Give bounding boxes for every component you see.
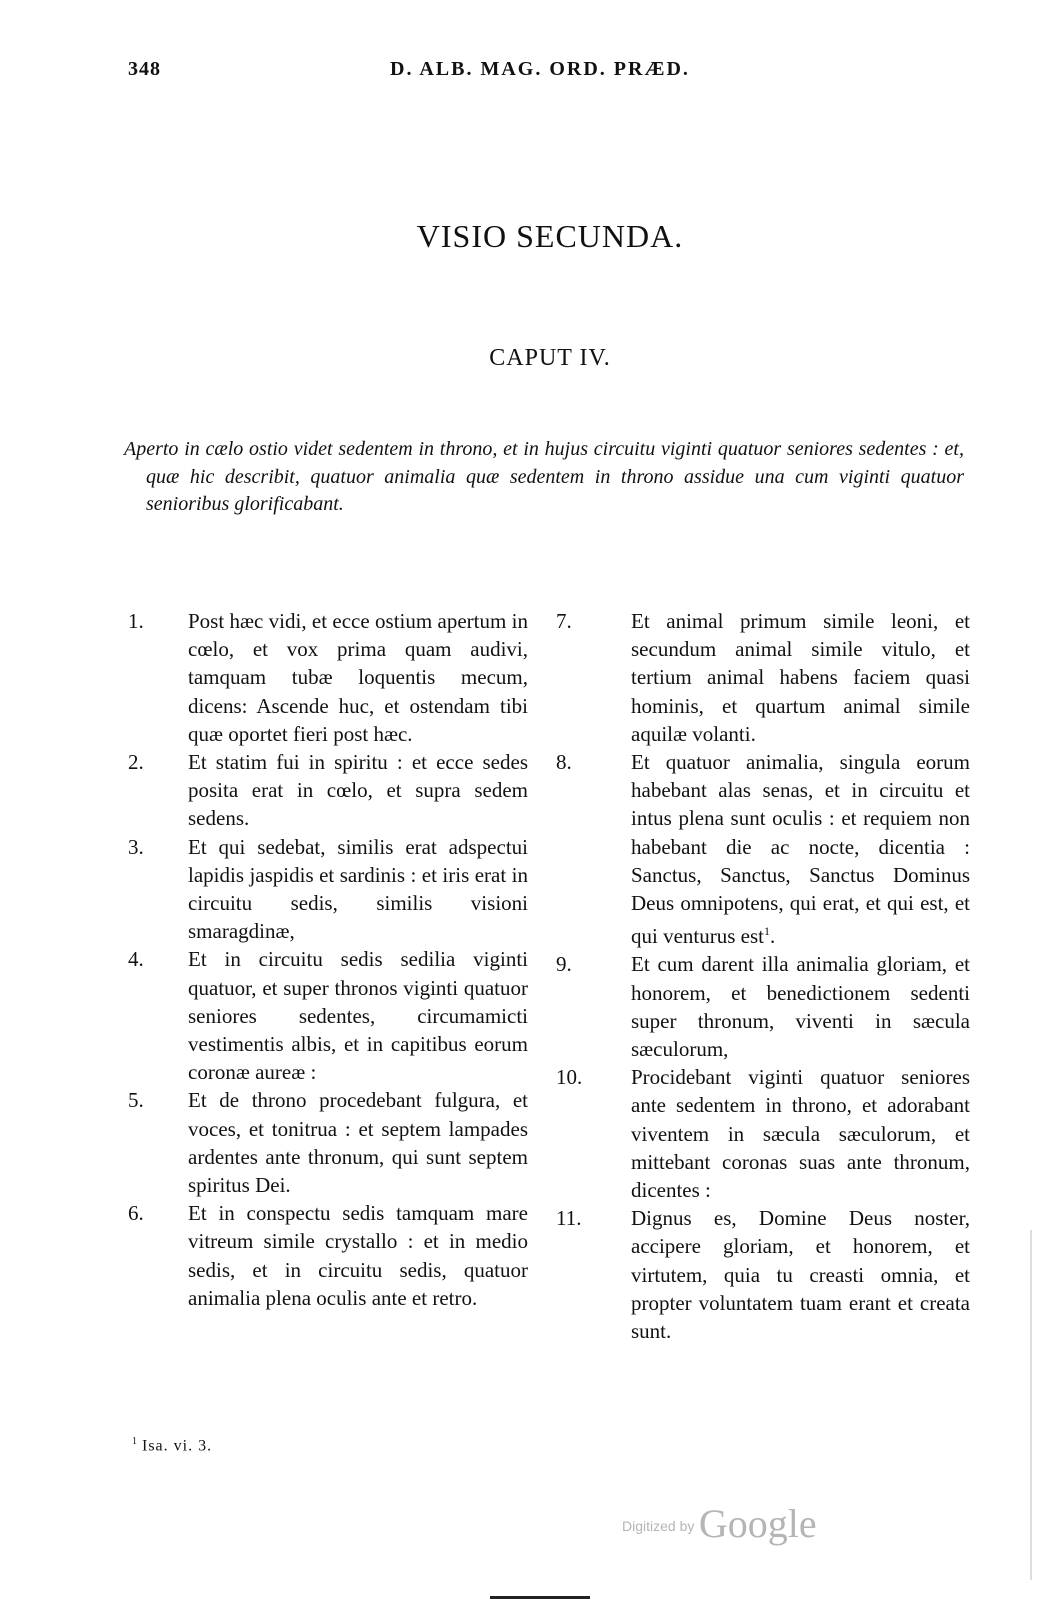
verse-text: Et in conspectu sedis tamquam mare vitreum simile crystallo : et in medio sedis, et in circuitu sedis, quatuor animalia plena oculis ante et retro. xyxy=(188,1201,528,1310)
verse-text: Post hæc vidi, et ecce ostium apertum in cœlo, et vox prima quam audivi, tamquam tubæ loquentis mecum, dicens: Ascende huc, et ostendam tibi quæ oportet fieri post hæc. xyxy=(188,609,528,746)
chapter-argument xyxy=(124,436,964,519)
section-title: VISIO SECUNDA. xyxy=(416,218,684,254)
verse xyxy=(556,1204,970,1345)
footnote-text: Isa. vi. 3. xyxy=(142,1437,213,1455)
verse-number: 2. xyxy=(128,750,144,775)
verse-number: 1. xyxy=(128,609,144,633)
verse-number: 11. xyxy=(556,1206,582,1231)
digitized-watermark xyxy=(622,1500,817,1547)
footnote xyxy=(132,1436,212,1455)
verse-text: Et quatuor animalia, singula eorum habebant alas senas, et in circuitu et intus plena sunt oculis : et requiem non habebant die ac nocte, dicentia : Sanctus, Sanctus, Sanctus Dominus Deus omnipotens, qui erat, et qui est, et qui venturus est xyxy=(631,750,970,949)
verse-number: 10. xyxy=(556,1065,583,1090)
verse xyxy=(556,1063,970,1204)
verse-text: Et qui sedebat, similis erat adspectui lapidis jaspidis et sardinis : et iris erat in circuitu sedis, similis visioni smaragdinæ, xyxy=(188,834,528,944)
page-edge xyxy=(1030,1230,1032,1580)
running-head xyxy=(0,58,1050,88)
verse xyxy=(128,748,528,833)
verse-text: Et animal primum simile leoni, et secundum animal simile vitulo, et tertium animal habens faciem quasi hominis, et quartum animal simile aquilæ volanti. xyxy=(631,609,970,746)
verse-number: 9. xyxy=(556,952,572,977)
watermark-prefix: Digitized by xyxy=(622,1518,695,1534)
verse xyxy=(128,833,528,946)
verse-number: 5. xyxy=(128,1088,144,1113)
verse-text: Dignus es, Domine Deus noster, accipere gloriam, et honorem, et virtutem, quia tu creasti omnia, et propter voluntatem tuam erant et creata sunt. xyxy=(631,1206,970,1344)
verse xyxy=(128,1086,528,1199)
verse-text: Et in circuitu sedis sedilia viginti quatuor, et super thronos viginti quatuor seniores sedentes, circumamicti vestimentis albis, et in capitibus eorum coronæ aureæ : xyxy=(188,947,528,1085)
footnote-reference[interactable]: 1 xyxy=(763,924,770,939)
verse-number: 3. xyxy=(128,834,144,859)
verse xyxy=(128,945,528,1086)
google-logo: Google xyxy=(698,1501,817,1546)
page-number: 348 xyxy=(128,58,161,80)
verse-text: Et cum darent illa animalia gloriam, et honorem, et benedictionem sedenti super thronum, viventi in sæcula sæculorum, xyxy=(631,952,970,1062)
verse-text: Et statim fui in spiritu : et ecce sedes posita erat in cœlo, et supra sedem sedens. xyxy=(188,750,528,831)
chapter-title: CAPUT IV. xyxy=(489,345,611,371)
verse xyxy=(128,607,528,748)
verse xyxy=(128,1199,528,1312)
verse-number: 6. xyxy=(128,1201,144,1226)
argument-text: Aperto in cælo ostio videt sedentem in throno, et in hujus circuitu viginti quatuor seniores sedentes : et, quæ hic describit, quatuor animalia quæ sedentem in throno assidue una cum viginti quatuor senioribus glorificabant. xyxy=(124,438,964,515)
footnote-mark: 1 xyxy=(132,1436,138,1447)
bottom-rule xyxy=(490,1596,590,1599)
left-column xyxy=(128,607,528,1312)
right-column xyxy=(556,607,970,1345)
verse-number: 4. xyxy=(128,947,144,972)
verse-text: Procidebant viginti quatuor seniores ante sedentem in throno, et adorabant viventem in sæcula sæculorum, et mittebant coronas suas ante thronum, dicentes : xyxy=(631,1065,970,1203)
verse-number: 7. xyxy=(556,609,572,633)
verse-number: 8. xyxy=(556,750,572,775)
verse: 8. Et quatuor animalia, singula eorum habebant alas senas, et in circuitu et intus plena sunt oculis : et requiem non habebant die ac nocte, dicentia : Sanctus, Sanctus, Sanctus Dominus Deus omnipotens, qui erat, et qui est, et qui venturus est$^1$. xyxy=(556,750,970,949)
verse xyxy=(556,950,970,1063)
running-title: D. ALB. MAG. ORD. PRÆD. xyxy=(390,58,690,80)
verse xyxy=(556,607,970,748)
verse-text: Et de throno procedebant fulgura, et voces, et tonitrua : et septem lampades ardentes ante thronum, qui sunt septem spiritus Dei. xyxy=(188,1088,528,1198)
